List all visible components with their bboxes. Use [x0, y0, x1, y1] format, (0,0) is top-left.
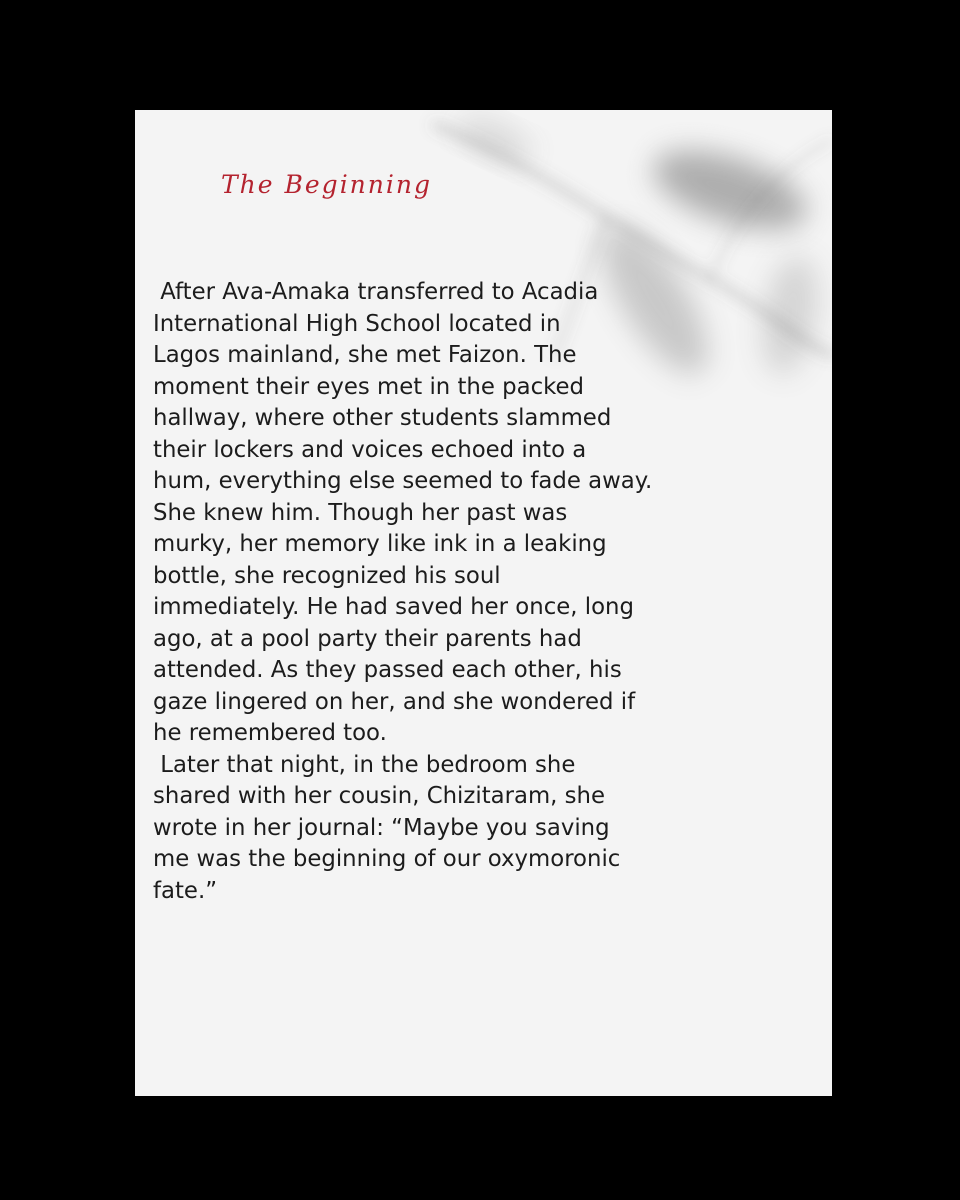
story-line: International High School located in — [153, 310, 561, 337]
story-line: fate.” — [153, 877, 218, 904]
story-line: Lagos mainland, she met Faizon. The — [153, 342, 577, 368]
story-line: moment their eyes met in the packed — [153, 373, 585, 400]
story-line: wrote in her journal: “Maybe you saving — [153, 814, 610, 841]
story-line: Later that night, in the bedroom she — [153, 751, 576, 778]
story-line: shared with her cousin, Chizitaram, she — [153, 783, 605, 809]
story-line: hum, everything else seemed to fade away. — [153, 468, 653, 494]
story-line: me was the beginning of our oxymoronic — [153, 846, 621, 872]
story-line: their lockers and voices echoed into a — [153, 436, 587, 463]
story-line: bottle, she recognized his soul — [153, 562, 501, 589]
story-line: gaze lingered on her, and she wondered if — [153, 688, 636, 715]
story-line: hallway, where other students slammed — [153, 405, 612, 431]
paper-sheet — [135, 110, 832, 1096]
story-line: immediately. He had saved her once, long — [153, 594, 634, 620]
story-title: The Beginning — [221, 170, 432, 199]
story-body — [153, 277, 828, 907]
story-line: he remembered too. — [153, 720, 387, 746]
story-line: attended. As they passed each other, his — [153, 657, 622, 683]
story-line: She knew him. Though her past was — [153, 499, 568, 526]
story-line: ago, at a pool party their parents had — [153, 625, 582, 652]
story-line: After Ava-Amaka transferred to Acadia — [153, 279, 599, 305]
story-line: murky, her memory like ink in a leaking — [153, 531, 607, 557]
